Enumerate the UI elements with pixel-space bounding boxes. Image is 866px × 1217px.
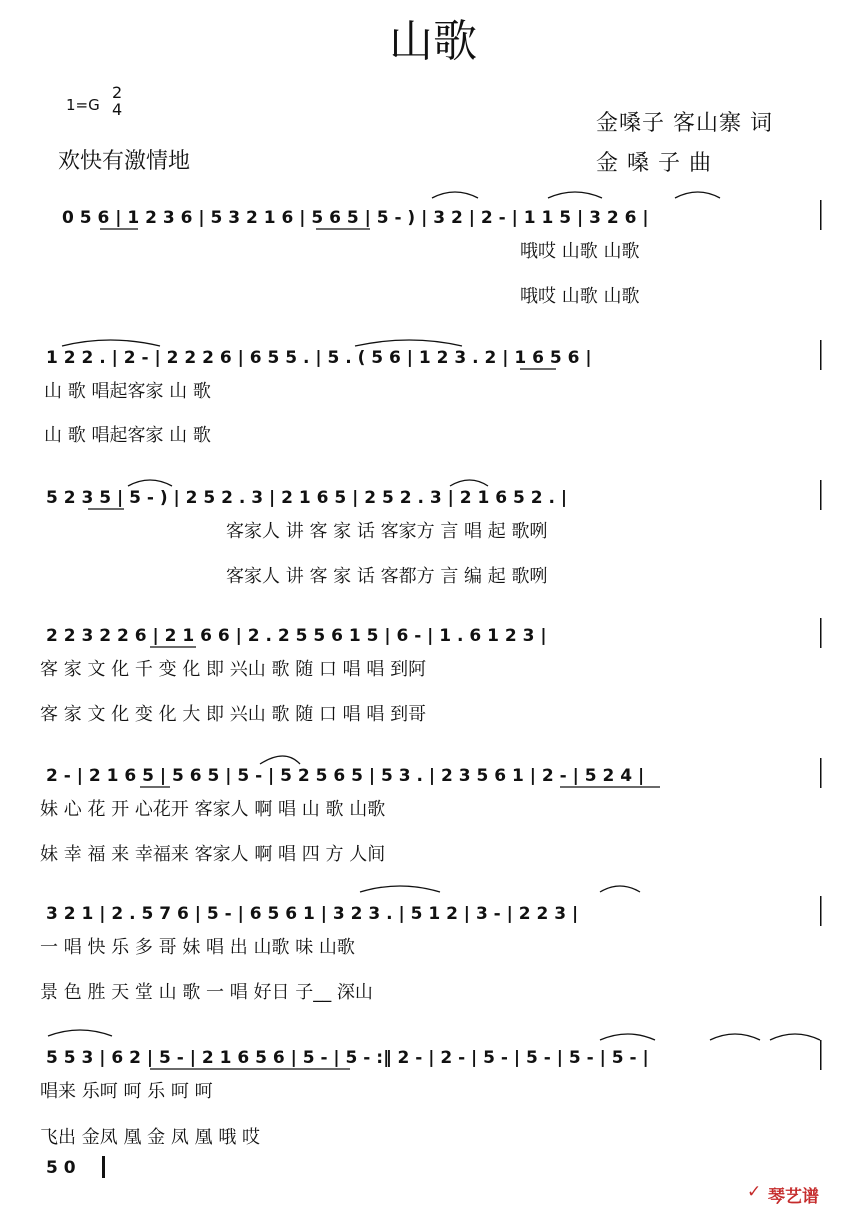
notation-line-7: 5 5 3 | 6 2 | 5 - | 2 1 6 5 6 | 5 - | 5 - :‖ 2 - | 2 - | 5 - | 5 - | 5 - | 5 - |	[46, 1048, 649, 1068]
slur	[432, 192, 478, 198]
lyric-line-6-verse-1: 一 唱 快 乐 多 哥 妹 唱 出 山歌 味 山歌	[40, 937, 355, 958]
watermark-logo-icon: ✓	[747, 1182, 762, 1202]
barline	[820, 618, 822, 648]
barline	[820, 896, 822, 926]
lyric-line-3-verse-1: 客家人 讲 客 家 话 客家方 言 唱 起 歌咧	[226, 521, 548, 542]
barline	[820, 480, 822, 510]
lyric-line-2-verse-2: 山 歌 唱起客家 山 歌	[44, 425, 211, 446]
slur	[355, 340, 462, 346]
watermark-text: 琴艺谱	[768, 1187, 819, 1207]
notation-line-4: 2 2 3 2 2 6 | 2 1 6 6 | 2 . 2 5 5 6 1 5 | 6 - | 1 . 6 1 2 3 |	[46, 626, 547, 646]
lyric-line-2-verse-1: 山 歌 唱起客家 山 歌	[44, 381, 211, 402]
lyric-line-4-verse-2: 客 家 文 化 变 化 大 即 兴山 歌 随 口 唱 唱 到哥	[40, 704, 427, 725]
composer-credit: 金 嗓 子 曲	[596, 151, 712, 176]
lyricist-credit: 金嗓子 客山寨 词	[596, 111, 773, 136]
slur	[710, 1034, 760, 1040]
slur	[48, 1030, 112, 1036]
lyric-line-1-verse-1: 哦哎 山歌 山歌	[520, 241, 640, 262]
slur	[62, 340, 160, 346]
notation-line-3: 5 2 3 5 | 5 - ) | 2 5 2 . 3 | 2 1 6 5 | 2 5 2 . 3 | 2 1 6 5 2 . |	[46, 488, 568, 508]
notation-line-2: 1 2 2 . | 2 - | 2 2 2 6 | 6 5 5 . | 5 . ( 5 6 | 1 2 3 . 2 | 1 6 5 6 |	[46, 348, 592, 368]
lyric-line-6-verse-2: 景 色 胜 天 堂 山 歌 一 唱 好日 子__ 深山	[40, 982, 373, 1003]
slur	[600, 1034, 655, 1040]
lyric-line-5-verse-1: 妹 心 花 开 心花开 客家人 啊 唱 山 歌 山歌	[40, 799, 386, 820]
lyric-line-5-verse-2: 妹 幸 福 来 幸福来 客家人 啊 唱 四 方 人间	[40, 844, 386, 865]
slur	[260, 756, 300, 764]
slur	[770, 1034, 820, 1040]
tempo-marking: 欢快有激情地	[58, 149, 191, 174]
lyric-line-7-verse-2: 飞出 金凤 凰 金 凤 凰 哦 哎	[40, 1127, 261, 1148]
slur	[600, 886, 640, 892]
notation-line-1: 0 5 6 | 1 2 3 6 | 5 3 2 1 6 | 5 6 5 | 5 - ) | 3 2 | 2 - | 1 1 5 | 3 2 6 |	[62, 208, 649, 228]
final-measure: 5 0	[46, 1158, 76, 1178]
barline	[820, 340, 822, 370]
notation-line-6: 3 2 1 | 2 . 5 7 6 | 5 - | 6 5 6 1 | 3 2 3 . | 5 1 2 | 3 - | 2 2 3 |	[46, 904, 579, 924]
slur	[548, 192, 602, 198]
lyric-line-7-verse-1: 唱来 乐呵 呵 乐 呵 呵	[40, 1081, 213, 1102]
slur	[450, 480, 488, 486]
notation-line-5: 2 - | 2 1 6 5 | 5 6 5 | 5 - | 5 2 5 6 5 | 5 3 . | 2 3 5 6 1 | 2 - | 5 2 4 |	[46, 766, 645, 786]
lyric-line-3-verse-2: 客家人 讲 客 家 话 客都方 言 编 起 歌咧	[226, 566, 548, 587]
slur	[675, 192, 720, 198]
page-title: 山歌	[389, 16, 477, 67]
time-signature-top: 2	[112, 83, 123, 102]
key-signature: 1=G	[66, 96, 100, 114]
barline	[820, 758, 822, 788]
lyric-line-4-verse-1: 客 家 文 化 千 变 化 即 兴山 歌 随 口 唱 唱 到阿	[40, 659, 427, 680]
time-signature-bottom: 4	[112, 100, 123, 119]
slur	[360, 886, 440, 892]
barline	[820, 1040, 822, 1070]
lyric-line-1-verse-2: 哦哎 山歌 山歌	[520, 286, 640, 307]
barline	[820, 200, 822, 230]
slur	[128, 480, 172, 486]
